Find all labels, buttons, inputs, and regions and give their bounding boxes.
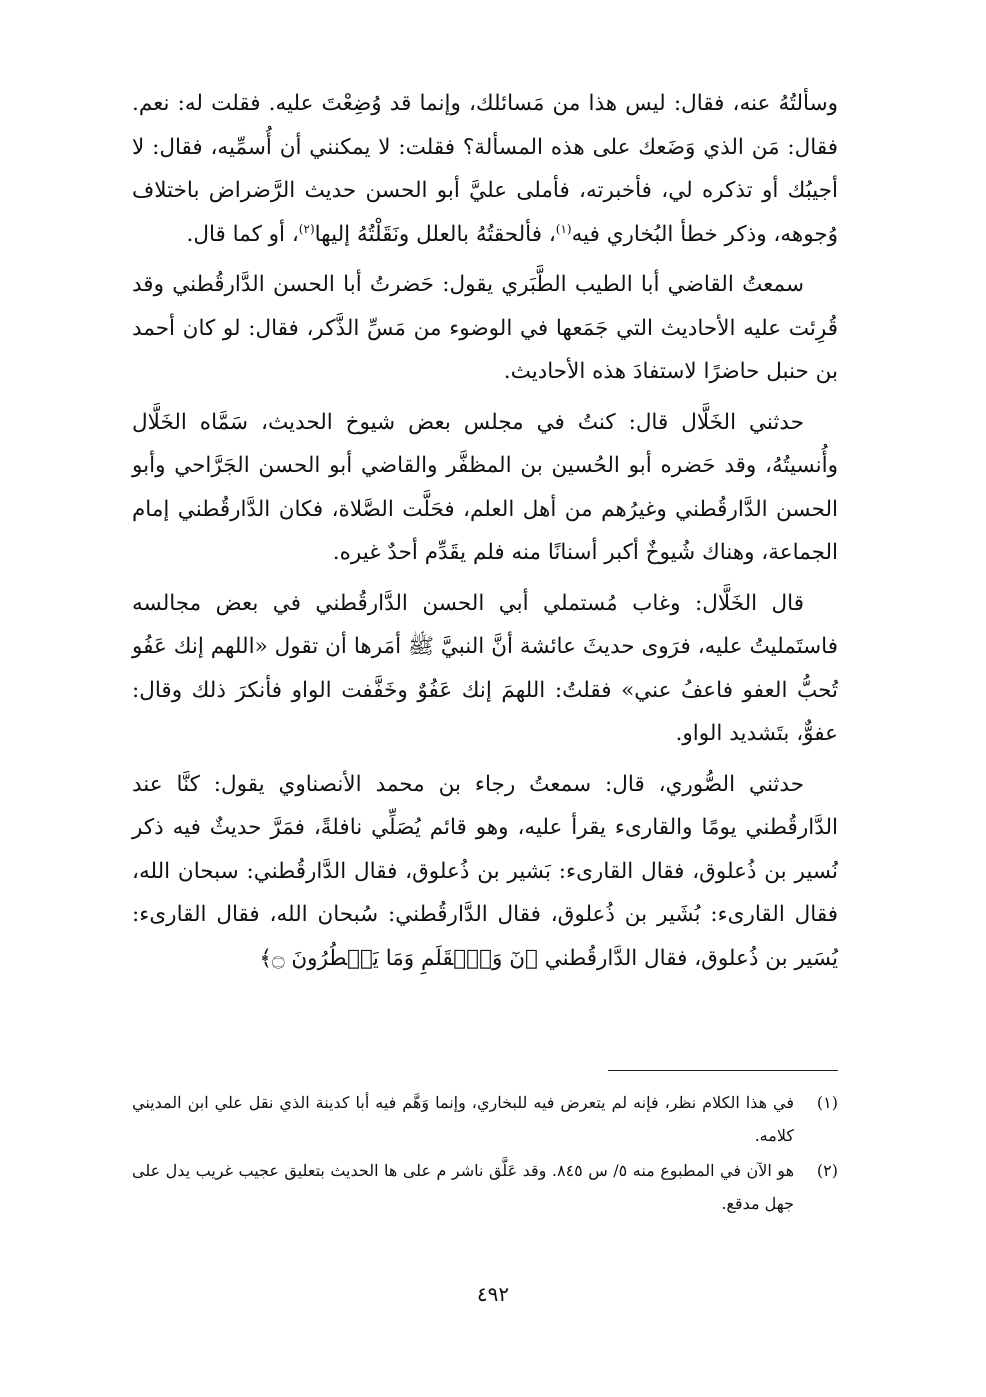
footnote-separator xyxy=(608,1070,838,1071)
footnotes xyxy=(132,1086,838,1222)
paragraph-3: حدثني الخَلَّال قال: كنتُ في مجلس بعض شيوخ الحديث، سَمَّاه الخَلَّال وأُنسيتُهُ، وقد حَضره أبو الحُسين بن المظفَّر والقاضي أبو الحسن الجَرَّاحي وأبو الحسن الدَّارقُطني وغيرُهم من أهل العلم، فحَلَّت الصَّلاة، فكان الدَّارقُطني إمام الجماعة، وهناك شُيوخٌ أكبر أسنانًا منه فلم يقَدِّم أحدٌ غيره. xyxy=(132,409,838,565)
footnote-text: في هذا الكلام نظر، فإنه لم يتعرض فيه للبخاري، وإنما وَهَّم فيه أبا كدينة الذي نقل علي ابن المديني كلامه. xyxy=(132,1093,794,1145)
paragraph-1-mid: ، فألحقتُهُ بالعلل ونَقَلْتُهُ إليها xyxy=(314,221,556,247)
footnote-number: (١) xyxy=(816,1093,838,1112)
footnote-text: هو الآن في المطبوع منه ٥/ س ٨٤٥. وقد عَلَّق ناشر م على ها الحديث بتعليق عجيب غريب يدل على جهل مدقع. xyxy=(132,1161,795,1213)
footnote-number: (٢) xyxy=(816,1161,838,1180)
paragraph-2: سمعتُ القاضي أبا الطيب الطَّبَري يقول: حَضرتُ أبا الحسن الدَّارقُطني وقد قُرِئت عليه الأحاديث التي جَمَعها في الوضوء من مَسِّ الذَّكر، فقال: لو كان أحمد بن حنبل حاضرًا لاستفادَ هذه الأحاديث. xyxy=(132,272,838,384)
paragraph-1-text: وسألتُهُ عنه، فقال: ليس هذا من مَسائلك، وإنما قد وُضِعْتَ عليه. فقلت له: نعم. فقال: مَن الذي وَضَعك على هذه المسألة؟ فقلت: لا يمكنني أن أُسمِّيه، فقال: لا أجيبُك أو تذكره لي، فأخبرته، فأملى عليَّ أبو الحسن حديث الرَّضراض باختلاف وُجوهه، وذكر خطأ البُخاري فيه xyxy=(132,91,838,247)
paragraph-1 xyxy=(132,82,838,256)
main-text xyxy=(132,82,838,987)
page-number: ٤٩٢ xyxy=(476,1282,510,1306)
footnote-2 xyxy=(132,1154,838,1220)
paragraph-1-end: ، أو كما قال. xyxy=(186,221,299,247)
footnote-ref-1: (١) xyxy=(555,221,572,236)
footnote-ref-2: (٢) xyxy=(298,221,315,236)
paragraph-5: حدثني الصُّوري، قال: سمعتُ رجاء بن محمد الأنصناوي يقول: كنَّا عند الدَّارقُطني يومًا والقارىء يقرأ عليه، وهو قائم يُصَلِّي نافلةً، فمَرَّ حديثٌ فيه ذكر نُسير بن ذُعلوق، فقال القارىء: بَشير بن ذُعلوق، فقال الدَّارقُطني: سبحان الله، فقال القارىء: بُشَير بن ذُعلوق، فقال الدَّارقُطني: سُبحان الله، فقال القارىء: يُسَير بن ذُعلوق، فقال الدَّارقُطني ﴿نٓ وَٱلۡقَلَمِ وَمَا يَسۡطُرُونَ ۝﴾ xyxy=(132,771,838,971)
footnote-1 xyxy=(132,1086,838,1152)
paragraph-4: قال الخَلَّال: وغاب مُستملي أبي الحسن الدَّارقُطني في بعض مجالسه فاستَمليتُ عليه، فرَوى حديثَ عائشة أنَّ النبيَّ ﷺ أمَرها أن تقول «اللهم إنك عَفُو تُحبُّ العفو فاعفُ عني» فقلتُ: اللهمَ إنك عَفُوٌ وخَفَّفت الواو فأنكرَ ذلك وقال: عفوٌّ، بتَشديد الواو. xyxy=(132,590,838,746)
